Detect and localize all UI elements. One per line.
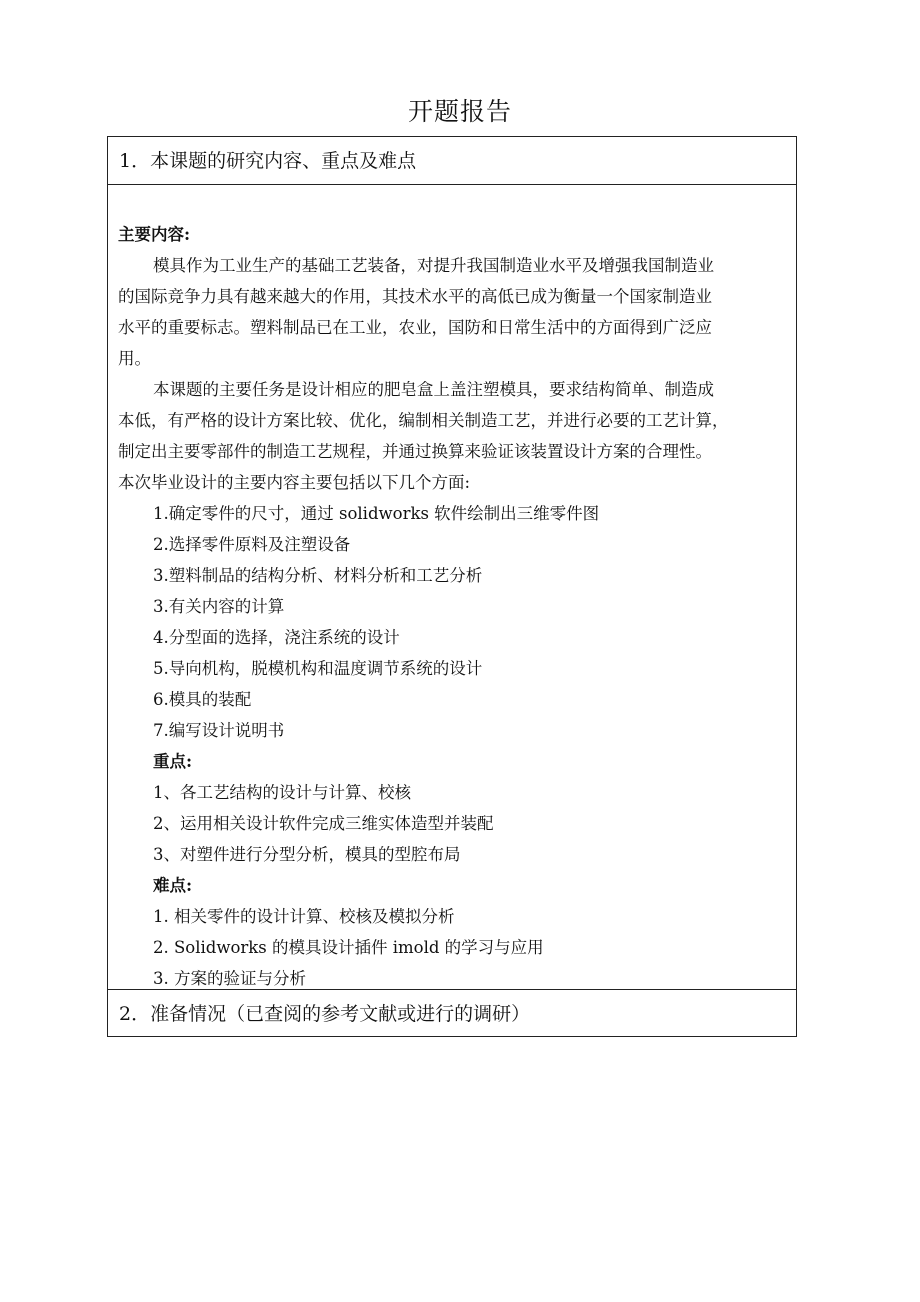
difficulties-label: 难点: [153,876,193,895]
section-2-header: 2．准备情况（已查阅的参考文献或进行的调研） [108,989,796,1037]
content-list-item: 7.编写设计说明书 [153,721,285,740]
content-list-item: 3.塑料制品的结构分析、材料分析和工艺分析 [153,566,483,585]
content-list-item: 3.有关内容的计算 [153,597,285,616]
paragraph-1-line: 的国际竞争力具有越来越大的作用，其技术水平的高低已成为衡量一个国家制造业 [118,287,712,306]
difficulty-item: 3. 方案的验证与分析 [153,969,306,988]
paragraph-1-line: 模具作为工业生产的基础工艺装备，对提升我国制造业水平及增强我国制造业 [153,256,714,275]
paragraph-1-line: 水平的重要标志。塑料制品已在工业，农业，国防和日常生活中的方面得到广泛应 [118,318,712,337]
content-list-item: 5.导向机构，脱模机构和温度调节系统的设计 [153,659,483,678]
report-table [107,136,797,1037]
paragraph-1-line: 用。 [118,349,151,368]
paragraph-2-line: 制定出主要零部件的制造工艺规程，并通过换算来验证该装置设计方案的合理性。 [118,442,712,461]
content-list-item: 1.确定零件的尺寸，通过 solidworks 软件绘制出三维零件图 [153,504,600,523]
page-title: 开题报告 [407,97,512,126]
main-content-label: 主要内容: [118,225,191,244]
difficulty-item: 2. Solidworks 的模具设计插件 imold 的学习与应用 [153,938,544,957]
section-1-header: 1．本课题的研究内容、重点及难点 [108,137,796,185]
key-points-label: 重点: [153,752,193,771]
paragraph-2-line: 本次毕业设计的主要内容主要包括以下几个方面: [118,473,471,492]
content-list-item: 2.选择零件原料及注塑设备 [153,535,351,554]
content-list-item: 4.分型面的选择，浇注系统的设计 [153,628,400,647]
key-point-item: 1、各工艺结构的设计与计算、校核 [153,783,411,802]
paragraph-2-line: 本课题的主要任务是设计相应的肥皂盒上盖注塑模具，要求结构简单、制造成 [153,380,714,399]
key-point-item: 3、对塑件进行分型分析，模具的型腔布局 [153,845,461,864]
content-list-item: 6.模具的装配 [153,690,252,709]
paragraph-2-line: 本低，有严格的设计方案比较、优化，编制相关制造工艺，并进行必要的工艺计算， [118,411,729,430]
difficulty-item: 1. 相关零件的设计计算、校核及模拟分析 [153,907,455,926]
key-point-item: 2、运用相关设计软件完成三维实体造型并装配 [153,814,494,833]
section-1-body [108,186,796,989]
